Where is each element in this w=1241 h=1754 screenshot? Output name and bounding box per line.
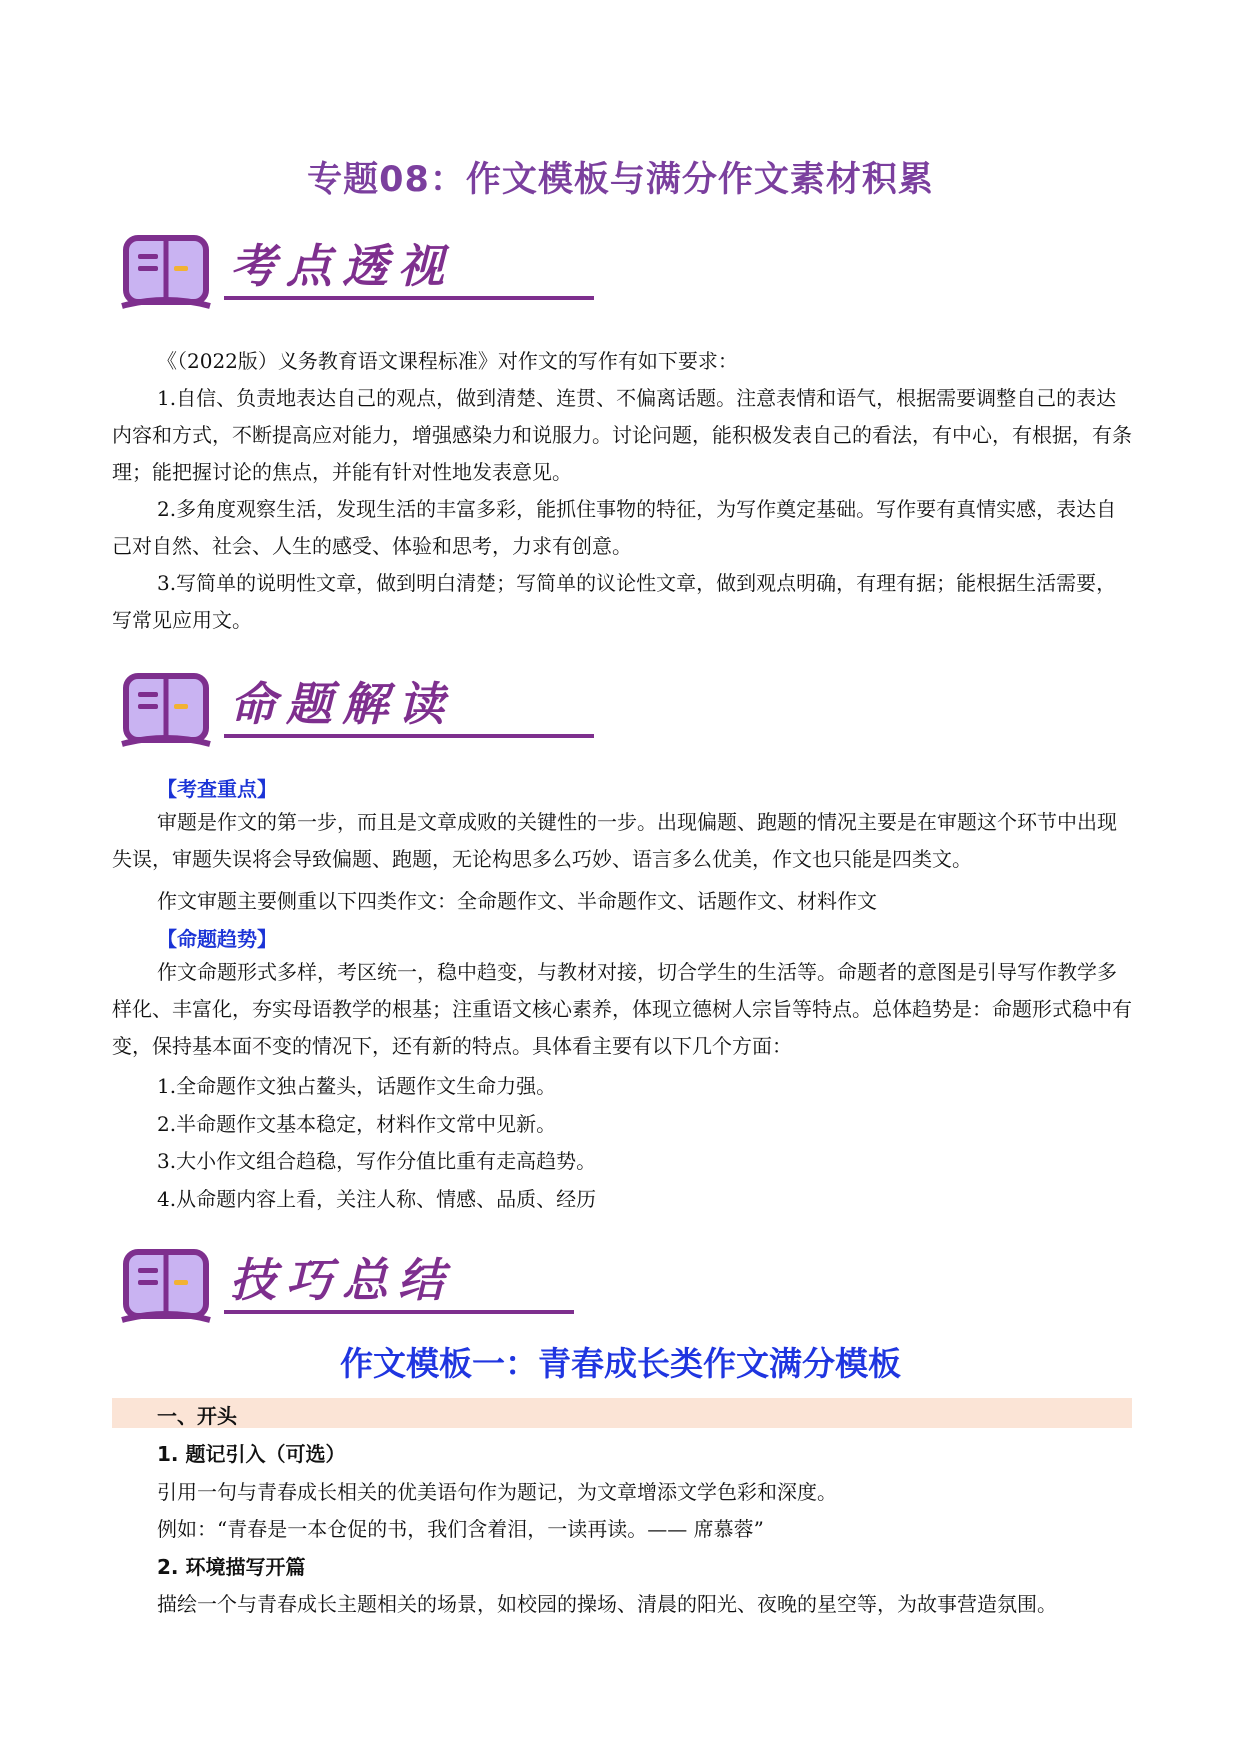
standard-item: 1.自信、负责地表达自己的观点，做到清楚、连贯、不偏离话题。注意表情和语气，根据需要调整自己的表达内容和方式，不断提高应对能力，增强感染力和说服力。讨论问题，能积极发表自己的看法，有中心，有根据，有条理；能把握讨论的焦点，并能有针对性地发表意见。: [112, 386, 1132, 484]
standard-item: 3.写简单的说明性文章，做到明白清楚；写简单的议论性文章，做到观点明确，有理有据；能根据生活需要，写常见应用文。: [112, 571, 1117, 632]
banner-jiqiao: [112, 1236, 492, 1336]
sub-heading: 1. 题记引入（可选）: [157, 1442, 346, 1466]
standard-item: 2.多角度观察生活，发现生活的丰富多彩，能抓住事物的特征，为写作奠定基础。写作要有真情实感，表达自己对自然、社会、人生的感受、体验和思考，力求有创意。: [112, 497, 1117, 558]
template-paragraph: 引用一句与青春成长相关的优美语句作为题记，为文章增添文学色彩和深度。: [157, 1480, 837, 1504]
focus-label: 【考查重点】: [157, 777, 277, 801]
template-paragraph: 例如：“青春是一本仓促的书，我们含着泪，一读再读。—— 席慕蓉”: [157, 1517, 764, 1541]
standard-intro: 《（2022版）义务教育语文课程标准》对作文的写作有如下要求：: [157, 349, 738, 373]
book-icon: [118, 232, 214, 312]
book-icon: [118, 670, 214, 750]
trend-item: 1.全命题作文独占鳌头，话题作文生命力强。: [157, 1074, 557, 1098]
trend-paragraph: 作文命题形式多样，考区统一，稳中趋变，与教材对接，切合学生的生活等。命题者的意图是引导写作教学多样化、丰富化，夯实母语教学的根基；注重语文核心素养，体现立德树人宗旨等特点。总体趋势是：命题形式稳中有变，保持基本面不变的情况下，还有新的特点。具体看主要有以下几个方面：: [112, 960, 1132, 1058]
trend-item: 3.大小作文组合趋稳，写作分值比重有走高趋势。: [157, 1149, 597, 1173]
template-title: 作文模板一：青春成长类作文满分模板: [340, 1344, 901, 1383]
banner-title: 命题解读: [230, 677, 454, 731]
template-paragraph: 描绘一个与青春成长主题相关的场景，如校园的操场、清晨的阳光、夜晚的星空等，为故事营造氛围。: [157, 1592, 1057, 1616]
banner-title: 考点透视: [230, 239, 454, 293]
book-icon: [118, 1246, 214, 1326]
banner-underline: [224, 1310, 574, 1314]
trend-item: 4.从命题内容上看，关注人称、情感、品质、经历: [157, 1187, 597, 1211]
banner-title: 技巧总结: [230, 1253, 454, 1307]
banner-underline: [224, 296, 594, 300]
focus-line: 作文审题主要侧重以下四类作文：全命题作文、半命题作文、话题作文、材料作文: [157, 889, 877, 913]
trend-label: 【命题趋势】: [157, 927, 277, 951]
sub-heading: 2. 环境描写开篇: [157, 1555, 306, 1579]
banner-underline: [224, 734, 594, 738]
banner-kaodian: [112, 222, 492, 322]
trend-item: 2.半命题作文基本稳定，材料作文常中见新。: [157, 1112, 557, 1136]
section-header: [112, 1398, 1132, 1428]
section-header-label: 一、开头: [157, 1404, 237, 1428]
focus-paragraph: 审题是作文的第一步，而且是文章成败的关键性的一步。出现偏题、跑题的情况主要是在审题这个环节中出现失误，审题失误将会导致偏题、跑题，无论构思多么巧妙、语言多么优美，作文也只能是四类文。: [112, 810, 1117, 871]
banner-mingti: [112, 660, 492, 760]
page-title: 专题08：作文模板与满分作文素材积累: [307, 160, 934, 200]
